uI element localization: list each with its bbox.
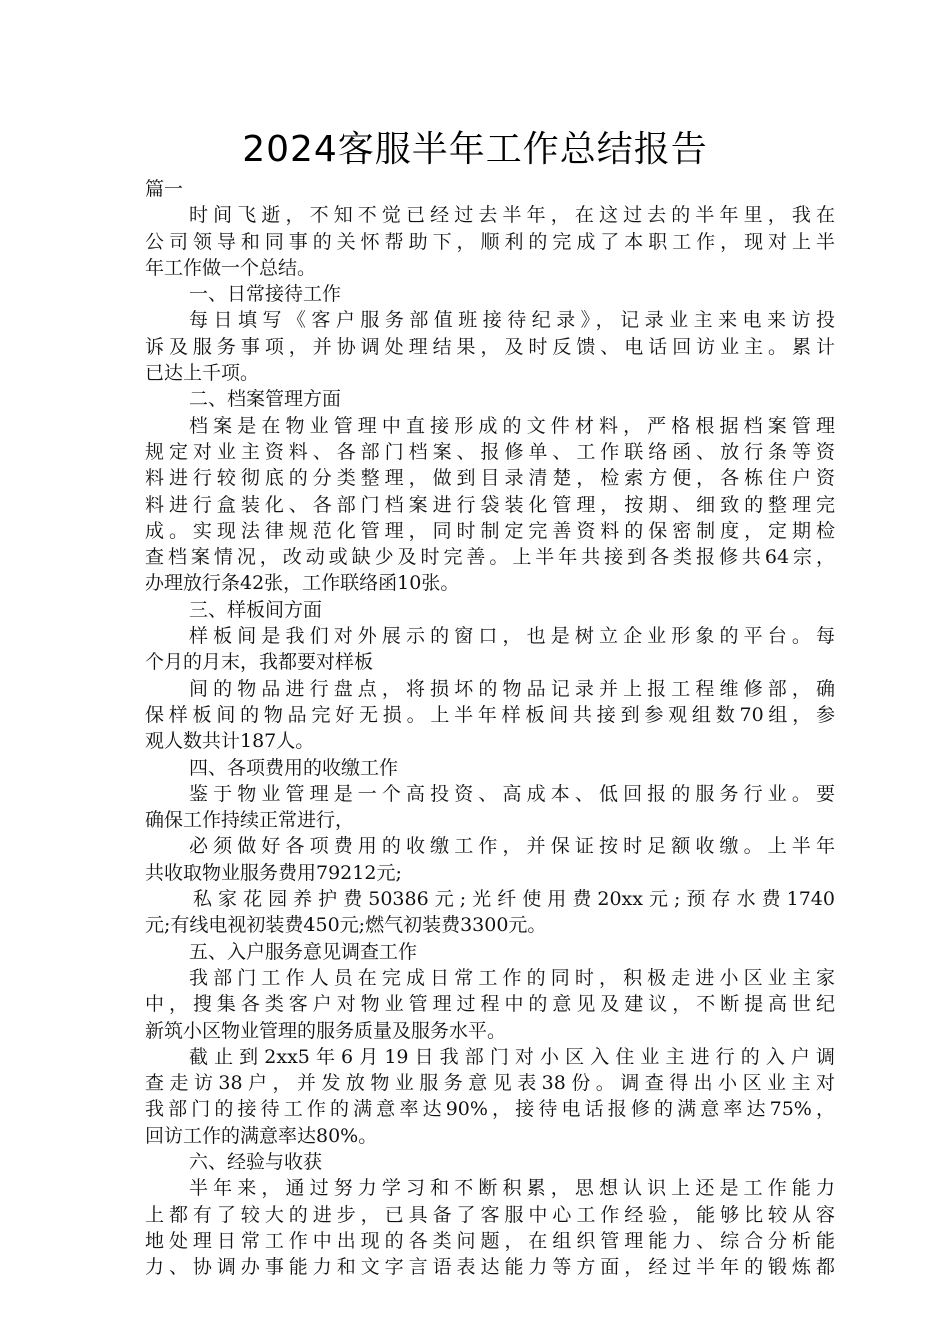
text-line: 上都有了较大的进步，已具备了客服中心工作经验，能够比较从容 [145,1203,835,1226]
document-body [145,176,835,1280]
text-line: 档案是在物业管理中直接形成的文件材料，严格根据档案管理 [189,414,835,437]
text-line: 料进行较彻底的分类整理，做到目录清楚，检索方便，各栋住户资 [145,467,835,490]
text-line: 必须做好各项费用的收缴工作，并保证按时足额收缴。上半年 [189,835,835,858]
section-heading: 五、入户服务意见调查工作 [189,940,418,963]
text-line: 每日填写《客户服务部值班接待纪录》，记录业主来电来访投 [189,309,835,332]
document-title: 2024客服半年工作总结报告 [242,129,708,170]
text-line: 共收取物业服务费用79212元; [145,861,402,884]
text-line: 年工作做一个总结。 [145,256,317,279]
text-line: 规定对业主资料、各部门档案、报修单、工作联络函、放行条等资 [145,440,835,463]
section-heading: 四、各项费用的收缴工作 [189,756,399,779]
text-line: 间的物品进行盘点，将损坏的物品记录并上报工程维修部，确 [189,677,835,700]
text-line: 鉴于物业管理是一个高投资、高成本、低回报的服务行业。要 [189,782,835,805]
text-line: 我部门的接待工作的满意率达90%，接待电话报修的满意率达75%， [145,1098,835,1121]
text-line: 查档案情况，改动或缺少及时完善。上半年共接到各类报修共64宗， [145,546,835,569]
text-line: 元;有线电视初装费450元;燃气初装费3300元。 [145,914,547,937]
text-line: 地处理日常工作中出现的各类问题，在组织管理能力、综合分析能 [145,1229,835,1252]
section-heading: 一、日常接待工作 [189,283,342,306]
text-line: 成。实现法律规范化管理，同时制定完善资料的保密制度，定期检 [145,519,835,542]
text-line: 截止到2xx5年6月19日我部门对小区入住业主进行的入户调 [189,1045,835,1068]
section-heading: 二、档案管理方面 [189,388,342,411]
text-line: 半年来，通过努力学习和不断积累，思想认识上还是工作能力 [189,1177,835,1200]
section-heading: 三、样板间方面 [189,598,323,621]
text-line: 确保工作持续正常进行， [145,809,355,832]
text-line: 力、协调办事能力和文字言语表达能力等方面，经过半年的锻炼都 [145,1256,835,1279]
text-line: 新筑小区物业管理的服务质量及服务水平。 [145,1019,507,1042]
text-line: 料进行盒装化、各部门档案进行袋装化管理，按期、细致的整理完 [145,493,835,516]
text-line: 回访工作的满意率达80%。 [145,1124,378,1147]
text-line: 已达上千项。 [145,362,260,385]
text-line: 诉及服务事项，并协调处理结果，及时反馈、电话回访业主。累计 [145,335,835,358]
text-line: 办理放行条42张，工作联络函10张。 [145,572,460,595]
text-line: 私家花园养护费50386元;光纤使用费20xx元;预存水费1740 [193,888,835,911]
text-line: 我部门工作人员在完成日常工作的同时，积极走进小区业主家 [189,966,835,989]
text-line: 观人数共计187人。 [145,730,315,753]
text-line: 查走访38户，并发放物业服务意见表38份。调查得出小区业主对 [145,1072,835,1095]
text-line: 公司领导和同事的关怀帮助下，顺利的完成了本职工作，现对上半 [145,230,835,253]
text-line: 篇一 [145,178,184,200]
text-line: 保样板间的物品完好无损。上半年样板间共接到参观组数70组，参 [145,703,835,726]
text-line: 样板间是我们对外展示的窗口，也是树立企业形象的平台。每 [189,625,835,648]
section-heading: 六、经验与收获 [189,1150,323,1173]
text-line: 个月的月末，我都要对样板 [145,651,374,674]
text-line: 中，搜集各类客户对物业管理过程中的意见及建议，不断提高世纪 [145,993,835,1016]
text-line: 时间飞逝，不知不觉已经过去半年，在这过去的半年里，我在 [189,204,835,227]
